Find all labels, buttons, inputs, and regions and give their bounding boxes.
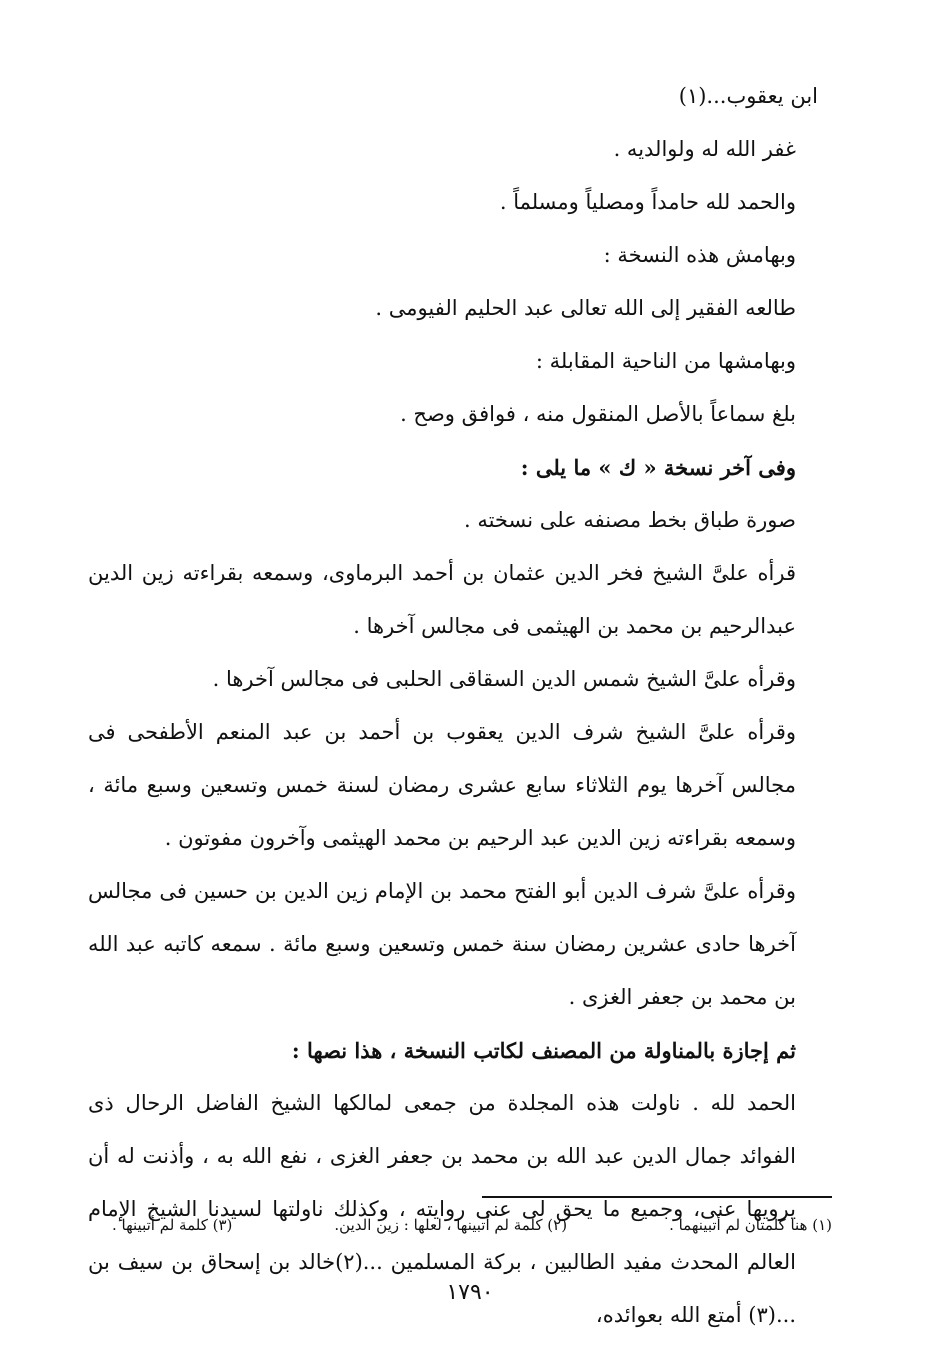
page-number: ١٧٩٠: [446, 1280, 494, 1305]
paragraph: وقرأه علىَّ الشيخ شمس الدين السقاقى الحلبى فى مجالس آخرها .: [212, 667, 796, 691]
text-line: ابن يعقوب...(١): [678, 84, 818, 108]
footnote-2: (٢) كلمة لم أتبينها ، لعلها : زين الدين.: [334, 1216, 568, 1234]
text-line: بلغ سماعاً بالأصل المنقول منه ، فوافق وصح .: [400, 402, 796, 426]
text-line: والحمد لله حامداً ومصلياً ومسلماً .: [499, 190, 796, 214]
footnotes: [112, 1213, 832, 1237]
paragraph: قرأه علىَّ الشيخ فخر الدين عثمان بن أحمد البرماوى، وسمعه بقراءته زين الدين عبدالرحيم بن محمد بن الهيثمى فى مجالس آخرها .: [88, 561, 796, 638]
text-line: وبهامش هذه النسخة :: [603, 243, 796, 267]
text-line: وبهامشها من الناحية المقابلة :: [535, 349, 796, 373]
text-line: صورة طباق بخط مصنفه على نسخته .: [463, 508, 796, 532]
section-heading: ثم إجازة بالمناولة من المصنف لكاتب النسخة ، هذا نصها :: [291, 1038, 796, 1063]
footnote-3: (٣) كلمة لم أتبينها .: [112, 1216, 233, 1234]
paragraph: الحمد لله . ناولت هذه المجلدة من جمعى لمالكها الشيخ الفاضل الرحال ذى الفوائد جمال الدين عبد الله بن محمد بن جعفر الغزى ، نفع الله به ، وأذنت له أن يرويها عنى، وجميع ما يحق لى عنى روايته ، وكذلك ناولتها لسيدنا الشيخ الإمام العالم المحدث مفيد الطالبين ، بركة المسلمين ...(٢)خالد بن إسحاق بن سيف بن ...(٣) أمتع الله بعوائده،: [88, 1091, 796, 1327]
paragraph: وقرأه علىَّ شرف الدين أبو الفتح محمد بن الإمام زين الدين بن حسين فى مجالس آخرها حادى عشرين رمضان سنة خمس وتسعين وسبع مائة . سمعه كاتبه عبد الله بن محمد بن جعفر الغزى .: [88, 879, 796, 1009]
footnote-separator: [482, 1196, 832, 1198]
footnote-1: (١) هنا كلمتان لم أتبينهما .: [669, 1216, 832, 1234]
text-line: غفر الله له ولوالديه .: [613, 137, 796, 161]
text-line: طالعه الفقير إلى الله تعالى عبد الحليم الفيومى .: [375, 296, 796, 320]
section-heading: وفى آخر نسخة « ك » ما يلى :: [520, 455, 796, 480]
paragraph: وقرأه علىَّ الشيخ شرف الدين يعقوب بن أحمد بن عبد المنعم الأطفحى فى مجالس آخرها يوم الثلاثاء سابع عشرى رمضان لسنة خمس وتسعين وسبع مائة ، وسمعه بقراءته زين الدين عبد الرحيم بن محمد الهيثمى وآخرون مفوتون .: [88, 720, 796, 850]
page-body: [88, 70, 818, 1342]
